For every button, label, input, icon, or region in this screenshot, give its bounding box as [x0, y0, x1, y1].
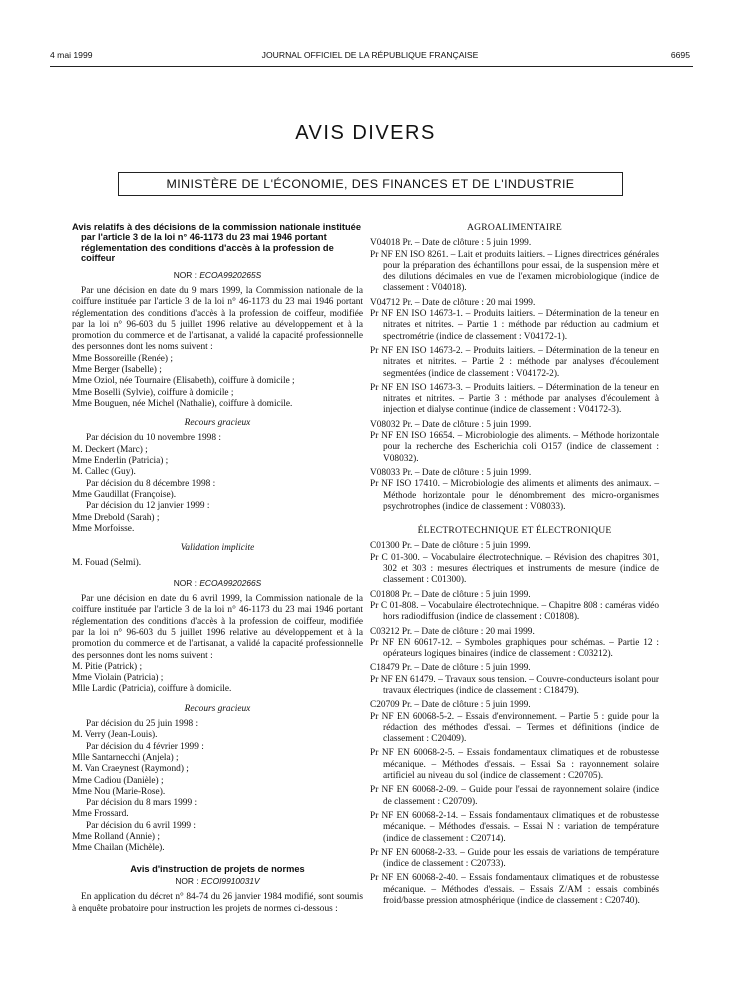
closing-date-line: C01300 Pr. – Date de clôture : 5 juin 1999.: [370, 541, 531, 552]
person-name: Mme Oziol, née Tournaire (Elisabeth), coiffure à domicile ;: [72, 376, 295, 387]
person-name: Mme Frossard.: [72, 809, 129, 820]
decision-date: Par décision du 6 avril 1999 :: [86, 820, 197, 831]
names-list-2: [72, 662, 363, 696]
entries-agroalimentaire: [370, 238, 659, 513]
decision-date: Par décision du 8 décembre 1998 :: [86, 478, 216, 489]
norm-entry: [370, 298, 659, 343]
heading-coiffure: Avis relatifs à des décisions de la commission nationale instituée par l'article 3 de la loi n° 46-1173 du 23 mai 1946 portant réglementation des conditions d'accès à la profession de coiffeur: [72, 222, 361, 264]
decision-date: Par décision du 12 janvier 1999 :: [86, 501, 210, 512]
header-date: 4 mai 1999: [50, 50, 93, 60]
person-name: M. Verry (Jean-Louis).: [72, 730, 158, 741]
section-electrotechnique: ÉLECTROTECHNIQUE ET ÉLECTRONIQUE: [417, 525, 612, 537]
decision-date: Par décision du 10 novembre 1998 :: [86, 433, 221, 444]
norm-description: Pr NF ISO 17410. – Microbiologie des aliments et aliments des animaux. – Méthode horizontale pour le dénombrement des micro-organismes psychrotrophes (indice de classement : V08033).: [370, 479, 659, 512]
person-name: Mme Boselli (Sylvie), coiffure à domicile ;: [72, 387, 234, 398]
norm-entry: [370, 346, 659, 380]
decision-date: Par décision du 4 février 1999 :: [86, 741, 204, 752]
validation-implicite-heading: Validation implicite: [180, 543, 255, 554]
closing-date-line: V04018 Pr. – Date de clôture : 5 juin 1999.: [370, 238, 532, 249]
norm-entry: [370, 811, 659, 845]
decision-date: Par décision du 25 juin 1998 :: [86, 719, 199, 730]
norm-entry: [370, 541, 659, 586]
header-journal: JOURNAL OFFICIEL DE LA RÉPUBLIQUE FRANÇAISE: [261, 50, 479, 60]
paragraph-decision-2: Par une décision en date du 6 avril 1999, la Commission nationale de la coiffure instituée par l'article 3 de la loi n° 46-1173 du 23 mai 1946 portant réglementation des conditions d'accès à la profession de coiffeur, modifiée par la loi n° 96-603 du 5 juillet 1996 relative au développement et à la promotion du commerce et de l'artisanat, a validé la capacité professionnelle des personnes dont les noms suivent :: [72, 594, 363, 661]
person-name: Mme Drebold (Sarah) ;: [72, 512, 160, 523]
norm-entry: [370, 238, 659, 294]
person-name: Mme Violain (Patricia) ;: [72, 673, 164, 684]
decision-date: Par décision du 8 mars 1999 :: [86, 798, 198, 809]
nor-label: NOR :: [173, 577, 197, 588]
validation-name: M. Fouad (Selmi).: [72, 558, 142, 569]
person-name: Mme Nou (Marie-Rose).: [72, 786, 166, 797]
norm-description: Pr NF EN 61479. – Travaux sous tension. – Couvre-conducteurs isolant pour travaux électriques (indice de classement : C18479).: [370, 674, 659, 696]
norm-entry: [370, 383, 659, 417]
person-name: Mme Chailan (Michèle).: [72, 843, 165, 854]
person-name: Mme Gaudillat (Françoise).: [72, 489, 177, 500]
norm-description: Pr C 01-300. – Vocabulaire électrotechnique. – Révision des chapitres 301, 302 et 303 : mesures électriques et instruments de mesure (indice de classement : C01300).: [370, 552, 659, 586]
norm-description: Pr NF EN 60068-2-33. – Guide pour les essais de variations de température (indice de classement : C20733).: [370, 847, 659, 870]
recours-gracieux-heading: Recours gracieux: [184, 418, 251, 429]
norm-description: Pr NF EN 60068-2-5. – Essais fondamentaux climatiques et de robustesse mécanique. – Méthodes d'essais. – Essai Sa : rayonnement solaire artificiel au niveau du sol (indice de classement : C20705).: [370, 748, 659, 782]
recours-list-2: [72, 719, 363, 855]
person-name: M. Deckert (Marc) ;: [72, 444, 148, 455]
closing-date-line: V08033 Pr. – Date de clôture : 5 juin 1999.: [370, 467, 532, 478]
norm-entry: [370, 748, 659, 782]
norm-entry: [370, 700, 659, 745]
nor-line: [72, 876, 363, 887]
norm-entry: [370, 627, 659, 661]
person-name: Mlle Lardic (Patricia), coiffure à domicile.: [72, 684, 232, 695]
person-name: Mme Rolland (Annie) ;: [72, 831, 160, 842]
norm-entry: [370, 420, 659, 465]
norm-description: Pr NF EN ISO 16654. – Microbiologie des aliments. – Méthode horizontale pour la recherche des Escherichia coli O157 (indice de classement : V08032).: [370, 431, 659, 464]
norm-entry: [370, 663, 659, 697]
heading-normes: Avis d'instruction de projets de normes: [130, 863, 305, 874]
left-column: [72, 222, 363, 915]
closing-date-line: C20709 Pr. – Date de clôture : 5 juin 1999.: [370, 700, 531, 711]
norm-entry: [370, 468, 659, 513]
norm-description: Pr NF EN 60068-2-14. – Essais fondamentaux climatiques et de robustesse mécanique. – Méthodes d'essais. – Essai N : variation de température (indice de classement : C20714).: [370, 810, 659, 844]
person-name: M. Callec (Guy).: [72, 467, 136, 478]
header-page-number: 6695: [670, 50, 690, 60]
running-header: [50, 50, 690, 66]
person-name: Mme Morfoisse.: [72, 523, 135, 534]
person-name: M. Pitie (Patrick) ;: [72, 661, 143, 672]
norm-description: Pr NF EN ISO 8261. – Lait et produits laitiers. – Lignes directrices générales pour la préparation des échantillons pour essai, de la suspension mère et des dilutions décimales en vue de l'examen microbiologique (indice de classement : V04018).: [370, 249, 659, 294]
nor-label: NOR :: [173, 269, 197, 280]
person-name: Mme Berger (Isabelle) ;: [72, 365, 162, 375]
norm-entry: [370, 590, 659, 624]
closing-date-line: C03212 Pr. – Date de clôture : 20 mai 1999.: [370, 626, 535, 637]
nor-line: [72, 270, 363, 281]
ministry-box: MINISTÈRE DE L'ÉCONOMIE, DES FINANCES ET DE L'INDUSTRIE: [118, 172, 623, 196]
person-name: Mme Bouguen, née Michel (Nathalie), coiffure à domicile.: [72, 398, 293, 409]
nor-label: NOR :: [175, 875, 199, 886]
closing-date-line: C18479 Pr. – Date de clôture : 5 juin 1999.: [370, 663, 531, 674]
norm-description: Pr NF EN 60068-2-40. – Essais fondamentaux climatiques et de robustesse mécanique. – Méthodes d'essais. – Essais Z/AM : essais combinés froid/basse pression atmosphérique (indice de classement : C20740).: [370, 873, 659, 907]
norm-description: Pr NF EN ISO 14673-1. – Produits laitiers. – Détermination de la teneur en nitrates et nitrites. – Partie 1 : méthode par réduction au cadmium et spectrométrie (indice de classement : V04172-1).: [370, 309, 659, 342]
nor-code: ECOI9910031V: [200, 875, 260, 886]
paragraph-decision-1: Par une décision en date du 9 mars 1999, la Commission nationale de la coiffure instituée par l'article 3 de la loi n° 46-1173 du 23 mai 1946 portant réglementation des conditions d'accès à la profession de coiffeur, modifiée par la loi n° 96-603 du 5 juillet 1996 relative au développement et à la promotion du commerce et de l'artisanat, a validé la capacité professionnelle des personnes dont les noms suivent :: [72, 285, 363, 353]
norm-description: Pr NF EN 60068-5-2. – Essais d'environnement. – Partie 5 : guide pour la rédaction des méthodes d'essai. – Termes et définitions (indice de classement : C20409).: [370, 711, 659, 745]
norm-description: Pr NF EN ISO 14673-3. – Produits laitiers. – Détermination de la teneur en nitrates et nitrites. – Partie 3 : méthode par analyses d'écoulement à injection et dialyse continue (indice de classement : V04172-3).: [370, 382, 659, 416]
person-name: Mme Cadiou (Danièle) ;: [72, 775, 164, 786]
person-name: Mme Bossoreille (Renée) ;: [72, 353, 173, 364]
names-list-1: [72, 354, 363, 410]
closing-date-line: V08032 Pr. – Date de clôture : 5 juin 1999.: [370, 419, 532, 430]
person-name: Mme Enderlin (Patricia) ;: [72, 456, 169, 467]
norm-entry: [370, 873, 659, 907]
nor-line: [72, 578, 363, 589]
norm-description: Pr C 01-808. – Vocabulaire électrotechnique. – Chapitre 808 : caméras vidéo hors radiodiffusion (indice de classement : C01808).: [370, 600, 659, 623]
nor-code: ECOA9920265S: [199, 269, 262, 280]
norm-entry: [370, 848, 659, 871]
norm-entry: [370, 785, 659, 808]
norm-description: Pr NF EN 60068-2-09. – Guide pour l'essai de rayonnement solaire (indice de classement : C20709).: [370, 785, 659, 807]
right-column: [370, 222, 659, 910]
header-rule: [50, 66, 693, 67]
entries-electrotechnique: [370, 541, 659, 907]
norm-description: Pr NF EN ISO 14673-2. – Produits laitiers. – Détermination de la teneur en nitrates et nitrites. – Partie 2 : méthode par analyses d'écoulement segmentées (indice de classement : V04172-2).: [370, 345, 659, 379]
closing-date-line: V04712 Pr. – Date de clôture : 20 mai 1999.: [370, 297, 536, 308]
recours-list-1: [72, 433, 363, 535]
recours-gracieux-heading: Recours gracieux: [184, 703, 251, 714]
person-name: M. Van Craeynest (Raymond) ;: [72, 764, 189, 775]
norm-description: Pr NF EN 60617-12. – Symboles graphiques pour schémas. – Partie 12 : opérateurs logiques binaires (indice de classement : C03212).: [370, 637, 659, 660]
person-name: Mlle Santarnecchi (Anjela) ;: [72, 752, 179, 763]
page-title: AVIS DIVERS: [295, 122, 436, 144]
nor-code: ECOA9920266S: [199, 577, 262, 588]
section-agroalimentaire: AGROALIMENTAIRE: [467, 222, 562, 233]
paragraph-normes: En application du décret n° 84-74 du 26 janvier 1984 modifié, sont soumis à enquête probatoire pour instruction les projets de normes ci-dessous :: [72, 892, 363, 914]
closing-date-line: C01808 Pr. – Date de clôture : 5 juin 1999.: [370, 589, 531, 600]
